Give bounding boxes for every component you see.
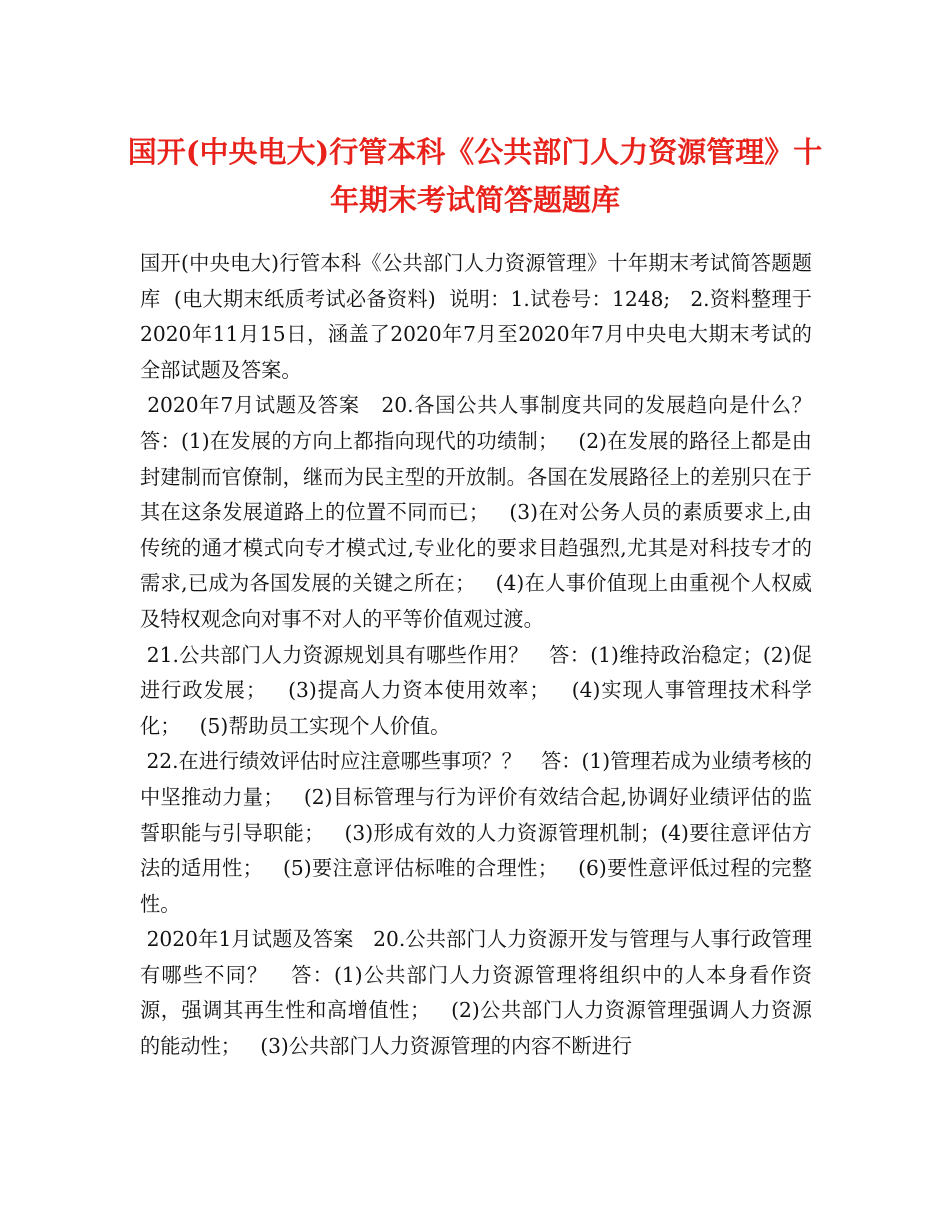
- paragraph-2020-july-q20: 2020年7月试题及答案 20.各国公共人事制度共同的发展趋向是什么？ 答：(1)在发展的方向上都指向现代的功绩制； (2)在发展的路径上都是由封建制而官僚制，继而为民主型的开放制。各国在发展路径上的差别只在于其在这条发展道路上的位置不同而已； (3)在对公务人员的素质要求上,由传统的通才模式向专才模式过,专业化的要求目趋强烈,尤其是对科技专才的需求,已成为各国发展的关键之所在； (4)在人事价值现上由重视个人权威及特权观念向对事不对人的平等价值观过渡。: [140, 393, 832, 631]
- document-body: [140, 246, 832, 1065]
- paragraph-2020-july-q21: 21.公共部门人力资源规划具有哪些作用？ 答：(1)维持政治稳定；(2)促进行政发展； (3)提高人力资本使用效率； (4)实现人事管理技术科学化； (5)帮助员工实现个人价值。: [140, 642, 812, 738]
- paragraph-intro: 国开(中央电大)行管本科《公共部门人力资源管理》十年期末考试简答题题库 (电大期末纸质考试必备资料) 说明：1.试卷号：1248; 2.资料整理于2020年11月15日，涵盖了2020年7月至2020年7月中央电大期末考试的全部试题及答案。: [140, 251, 812, 382]
- paragraph-2020-jan-q20: 2020年1月试题及答案 20.公共部门人力资源开发与管理与人事行政管理有哪些不同？ 答：(1)公共部门人力资源管理将组织中的人本身看作资源，强调其再生性和高增值性； (2)公共部门人力资源管理强调人力资源的能动性； (3)公共部门人力资源管理的内容不断进行: [140, 927, 812, 1059]
- document-title: 国开(中央电大)行管本科《公共部门人力资源管理》十年期末考试简答题题库: [127, 135, 823, 217]
- paragraph-2020-july-q22: 22.在进行绩效评估时应注意哪些事项？？ 答：(1)管理若成为业绩考核的中坚推动力量； (2)目标管理与行为评价有效结合起,协调好业绩评估的监誓职能与引导职能； (3)形成有效的人力资源管理机制；(4)要往意评估方法的适用性； (5)要注意评估标唯的合理性； (6)要性意评低过程的完整性。: [140, 749, 812, 916]
